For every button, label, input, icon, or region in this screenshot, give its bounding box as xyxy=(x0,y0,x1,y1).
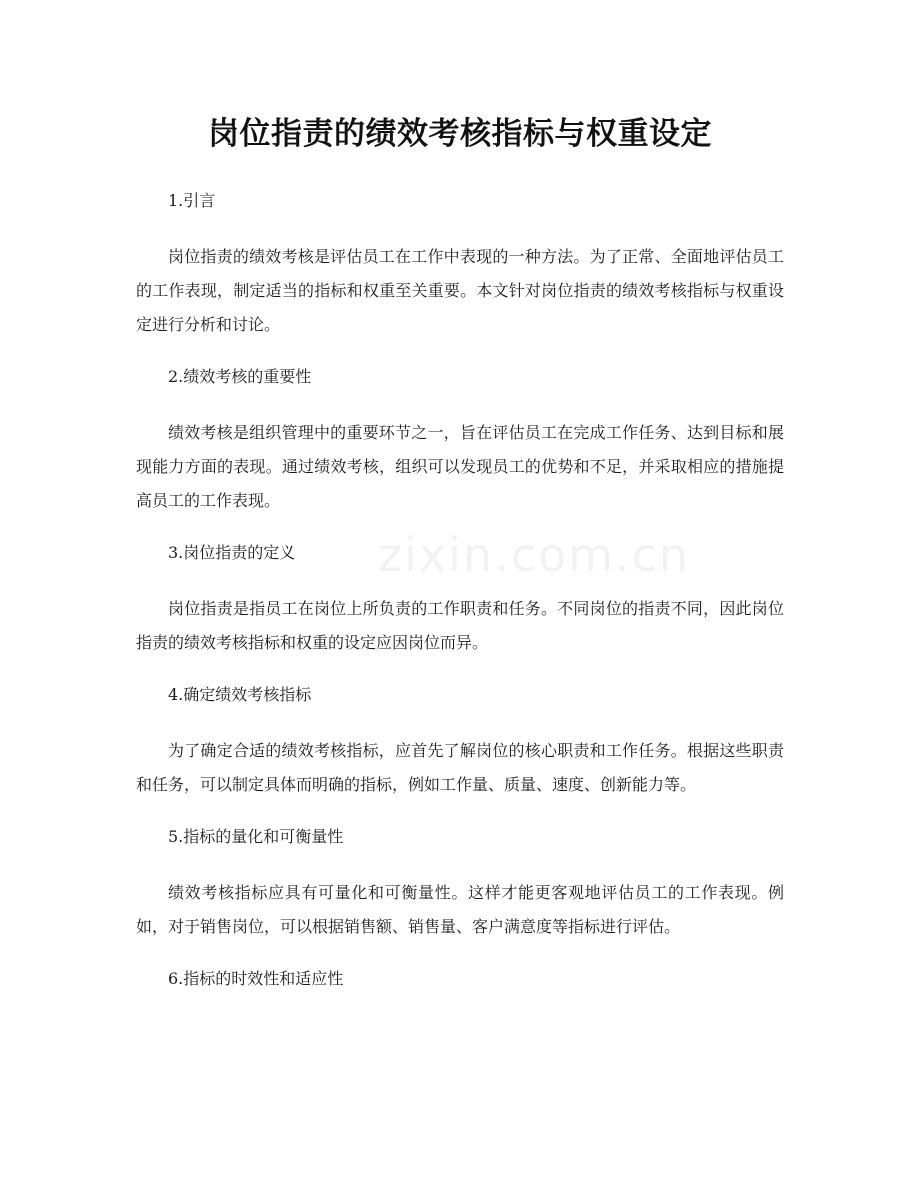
section-paragraph-3: 岗位指责是指员工在岗位上所负责的工作职责和任务。不同岗位的指责不同，因此岗位指责的绩效考核指标和权重的设定应因岗位而异。 xyxy=(136,599,784,652)
section-paragraph-1: 岗位指责的绩效考核是评估员工在工作中表现的一种方法。为了正常、全面地评估员工的工作表现，制定适当的指标和权重至关重要。本文针对岗位指责的绩效考核指标与权重设定进行分析和讨论。 xyxy=(136,247,784,334)
document-body xyxy=(136,184,784,1018)
watermark: zixin.com.cn xyxy=(378,528,691,582)
section-heading-2: 2.绩效考核的重要性 xyxy=(168,367,312,386)
section-heading-3: 3.岗位指责的定义 xyxy=(168,543,296,562)
section-heading-4: 4.确定绩效考核指标 xyxy=(168,685,312,704)
section-heading-1: 1.引言 xyxy=(168,191,216,210)
section-paragraph-5: 绩效考核指标应具有可量化和可衡量性。这样才能更客观地评估员工的工作表现。例如，对于销售岗位，可以根据销售额、销售量、客户满意度等指标进行评估。 xyxy=(136,883,784,936)
section-heading-5: 5.指标的量化和可衡量性 xyxy=(168,827,344,846)
section-paragraph-4: 为了确定合适的绩效考核指标，应首先了解岗位的核心职责和工作任务。根据这些职责和任务，可以制定具体而明确的指标，例如工作量、质量、速度、创新能力等。 xyxy=(136,741,784,794)
section-heading-6: 6.指标的时效性和适应性 xyxy=(168,969,344,988)
document-title: 岗位指责的绩效考核指标与权重设定 xyxy=(208,116,712,152)
section-paragraph-2: 绩效考核是组织管理中的重要环节之一，旨在评估员工在完成工作任务、达到目标和展现能力方面的表现。通过绩效考核，组织可以发现员工的优势和不足，并采取相应的措施提高员工的工作表现。 xyxy=(136,423,784,510)
